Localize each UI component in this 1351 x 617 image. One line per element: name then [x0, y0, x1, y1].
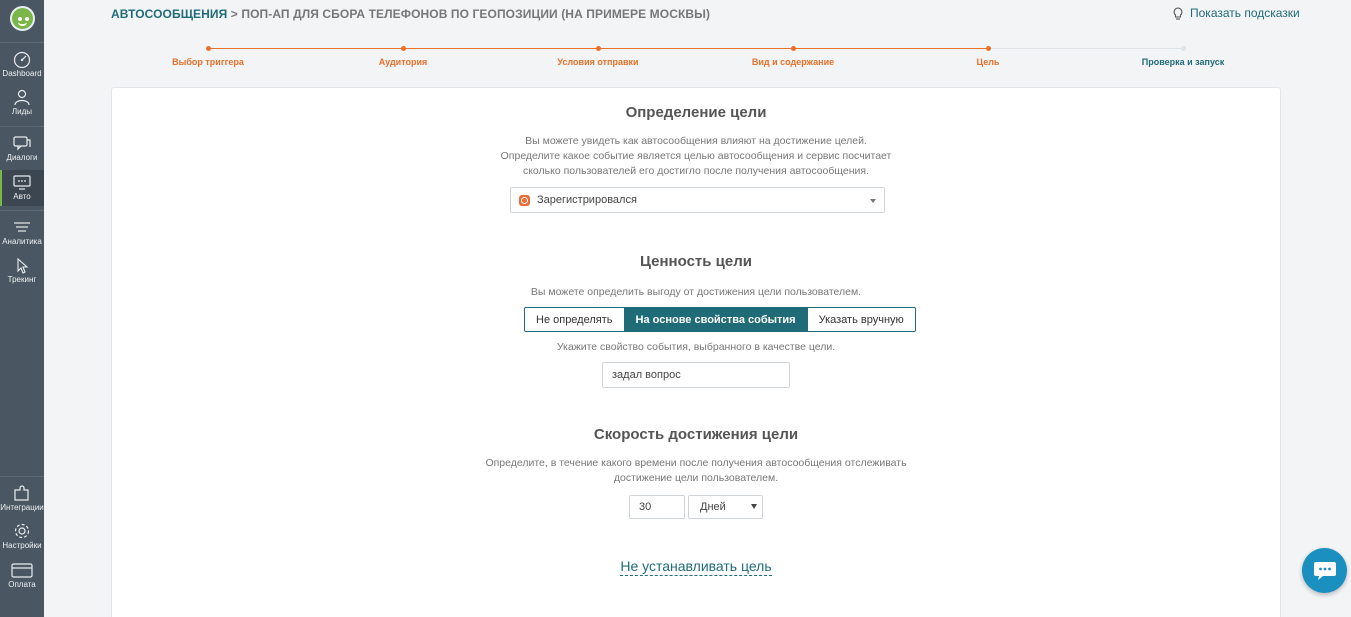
chat-widget-button[interactable] — [1302, 548, 1347, 593]
lightbulb-icon — [1172, 7, 1184, 20]
skip-goal-link[interactable]: Не устанавливать цель — [620, 558, 772, 574]
speed-title: Скорость достижения цели — [593, 426, 799, 443]
analytics-lines-icon — [12, 218, 32, 236]
stepper-dot — [596, 46, 601, 51]
cursor-click-icon — [12, 256, 32, 274]
chat-bubbles-icon — [12, 134, 32, 152]
goal-settings-card — [111, 87, 1281, 617]
sidebar-item-auto[interactable] — [0, 170, 44, 206]
page-title: ПОП-АП ДЛЯ СБОРА ТЕЛЕФОНОВ ПО ГЕОПОЗИЦИИ (НА ПРИМЕРЕ МОСКВЫ) — [241, 7, 711, 21]
stepper-step[interactable] — [540, 42, 656, 67]
sidebar-item-label: Диалоги — [6, 153, 38, 162]
skip-goal-link-row — [112, 558, 1280, 574]
stepper-label: Выбор триггера — [172, 57, 244, 67]
stepper-label: Аудитория — [378, 57, 428, 67]
goal-title: Определение цели — [625, 104, 767, 121]
sidebar-item-settings[interactable] — [0, 522, 44, 556]
sidebar-item-label: Оплата — [8, 580, 36, 589]
period-unit-value: Дней — [700, 501, 726, 513]
property-hint: Укажите свойство события, выбранного в качестве цели. — [556, 341, 836, 353]
stepper-label: Цель — [976, 57, 1000, 67]
puzzle-icon — [12, 484, 32, 502]
sidebar-item-label: Настройки — [2, 541, 42, 550]
goal-description-line3: сколько пользователей его достигло после получения автосообщения. — [522, 165, 870, 177]
breadcrumb-separator: > — [230, 7, 238, 21]
breadcrumb-root-link[interactable]: АВТОСООБЩЕНИЯ — [111, 7, 228, 21]
period-unit-select[interactable] — [688, 495, 763, 519]
speedometer-icon — [12, 50, 32, 68]
stepper-dot — [1181, 46, 1186, 51]
show-hints-button[interactable] — [1172, 6, 1300, 20]
sidebar-item-dialogs[interactable] — [0, 134, 44, 168]
value-description: Вы можете определить выгоду от достижения цели пользователем. — [530, 286, 862, 298]
show-hints-label: Показать подсказки — [1190, 6, 1300, 20]
sidebar-item-label: Трекинг — [7, 275, 37, 284]
goal-event-value: Зарегистрировался — [537, 194, 637, 206]
stepper-step[interactable] — [345, 42, 461, 67]
sidebar-item-integrations[interactable] — [0, 484, 44, 518]
stepper-label: Условия отправки — [557, 57, 639, 67]
monitor-message-icon — [12, 173, 32, 191]
credit-card-icon — [11, 561, 33, 579]
stepper-step[interactable] — [735, 42, 851, 67]
sidebar-item-label: Авто — [13, 192, 31, 201]
stepper-dot — [986, 46, 991, 51]
sidebar-item-billing[interactable] — [0, 561, 44, 595]
stepper-label: Вид и содержание — [751, 57, 835, 67]
goal-description-line2: Определите какое событие является целью автосообщения и сервис посчитает — [500, 150, 892, 162]
value-mode-segmented — [524, 307, 916, 332]
stepper-label: Проверка и запуск — [1141, 57, 1225, 67]
speed-description-line1: Определите, в течение какого времени после получения автосообщения отслеживать — [485, 457, 907, 469]
value-mode-manual-button[interactable]: Указать вручную — [807, 308, 915, 331]
breadcrumb — [111, 7, 710, 21]
logo-face-icon[interactable] — [10, 6, 35, 31]
stepper — [150, 42, 1280, 72]
value-mode-event-property-button[interactable]: На основе свойства события — [624, 308, 807, 331]
chat-widget-icon — [1313, 560, 1337, 582]
stepper-dot — [401, 46, 406, 51]
goal-event-select[interactable] — [510, 187, 885, 213]
sidebar-item-label: Dashboard — [2, 69, 42, 78]
sidebar-item-label: Интеграции — [0, 503, 44, 512]
sidebar-item-label: Лиды — [11, 107, 33, 116]
stepper-step[interactable] — [930, 42, 1046, 67]
stepper-step[interactable] — [150, 42, 266, 67]
event-property-input[interactable]: задал вопрос — [602, 362, 790, 388]
value-mode-none-button[interactable]: Не определять — [525, 308, 624, 331]
stepper-step[interactable] — [1125, 42, 1241, 67]
stepper-dot — [206, 46, 211, 51]
chevron-down-icon — [751, 504, 757, 509]
gear-icon — [12, 522, 32, 540]
sidebar-item-leads[interactable] — [0, 88, 44, 122]
speed-description-line2: достижение цели пользователем. — [613, 472, 779, 484]
sidebar-item-label: Аналитика — [2, 237, 42, 246]
event-target-icon — [519, 195, 530, 206]
users-icon — [12, 88, 32, 106]
goal-description-line1: Вы можете увидеть как автосообщения влияют на достижение целей. — [525, 135, 867, 147]
chevron-down-icon — [870, 199, 876, 203]
sidebar-item-dashboard[interactable] — [0, 50, 44, 84]
sidebar-item-analytics[interactable] — [0, 218, 44, 252]
value-title: Ценность цели — [640, 253, 752, 270]
sidebar — [0, 0, 44, 617]
period-amount-input[interactable]: 30 — [629, 495, 685, 519]
stepper-dot — [791, 46, 796, 51]
sidebar-item-tracking[interactable] — [0, 256, 44, 290]
